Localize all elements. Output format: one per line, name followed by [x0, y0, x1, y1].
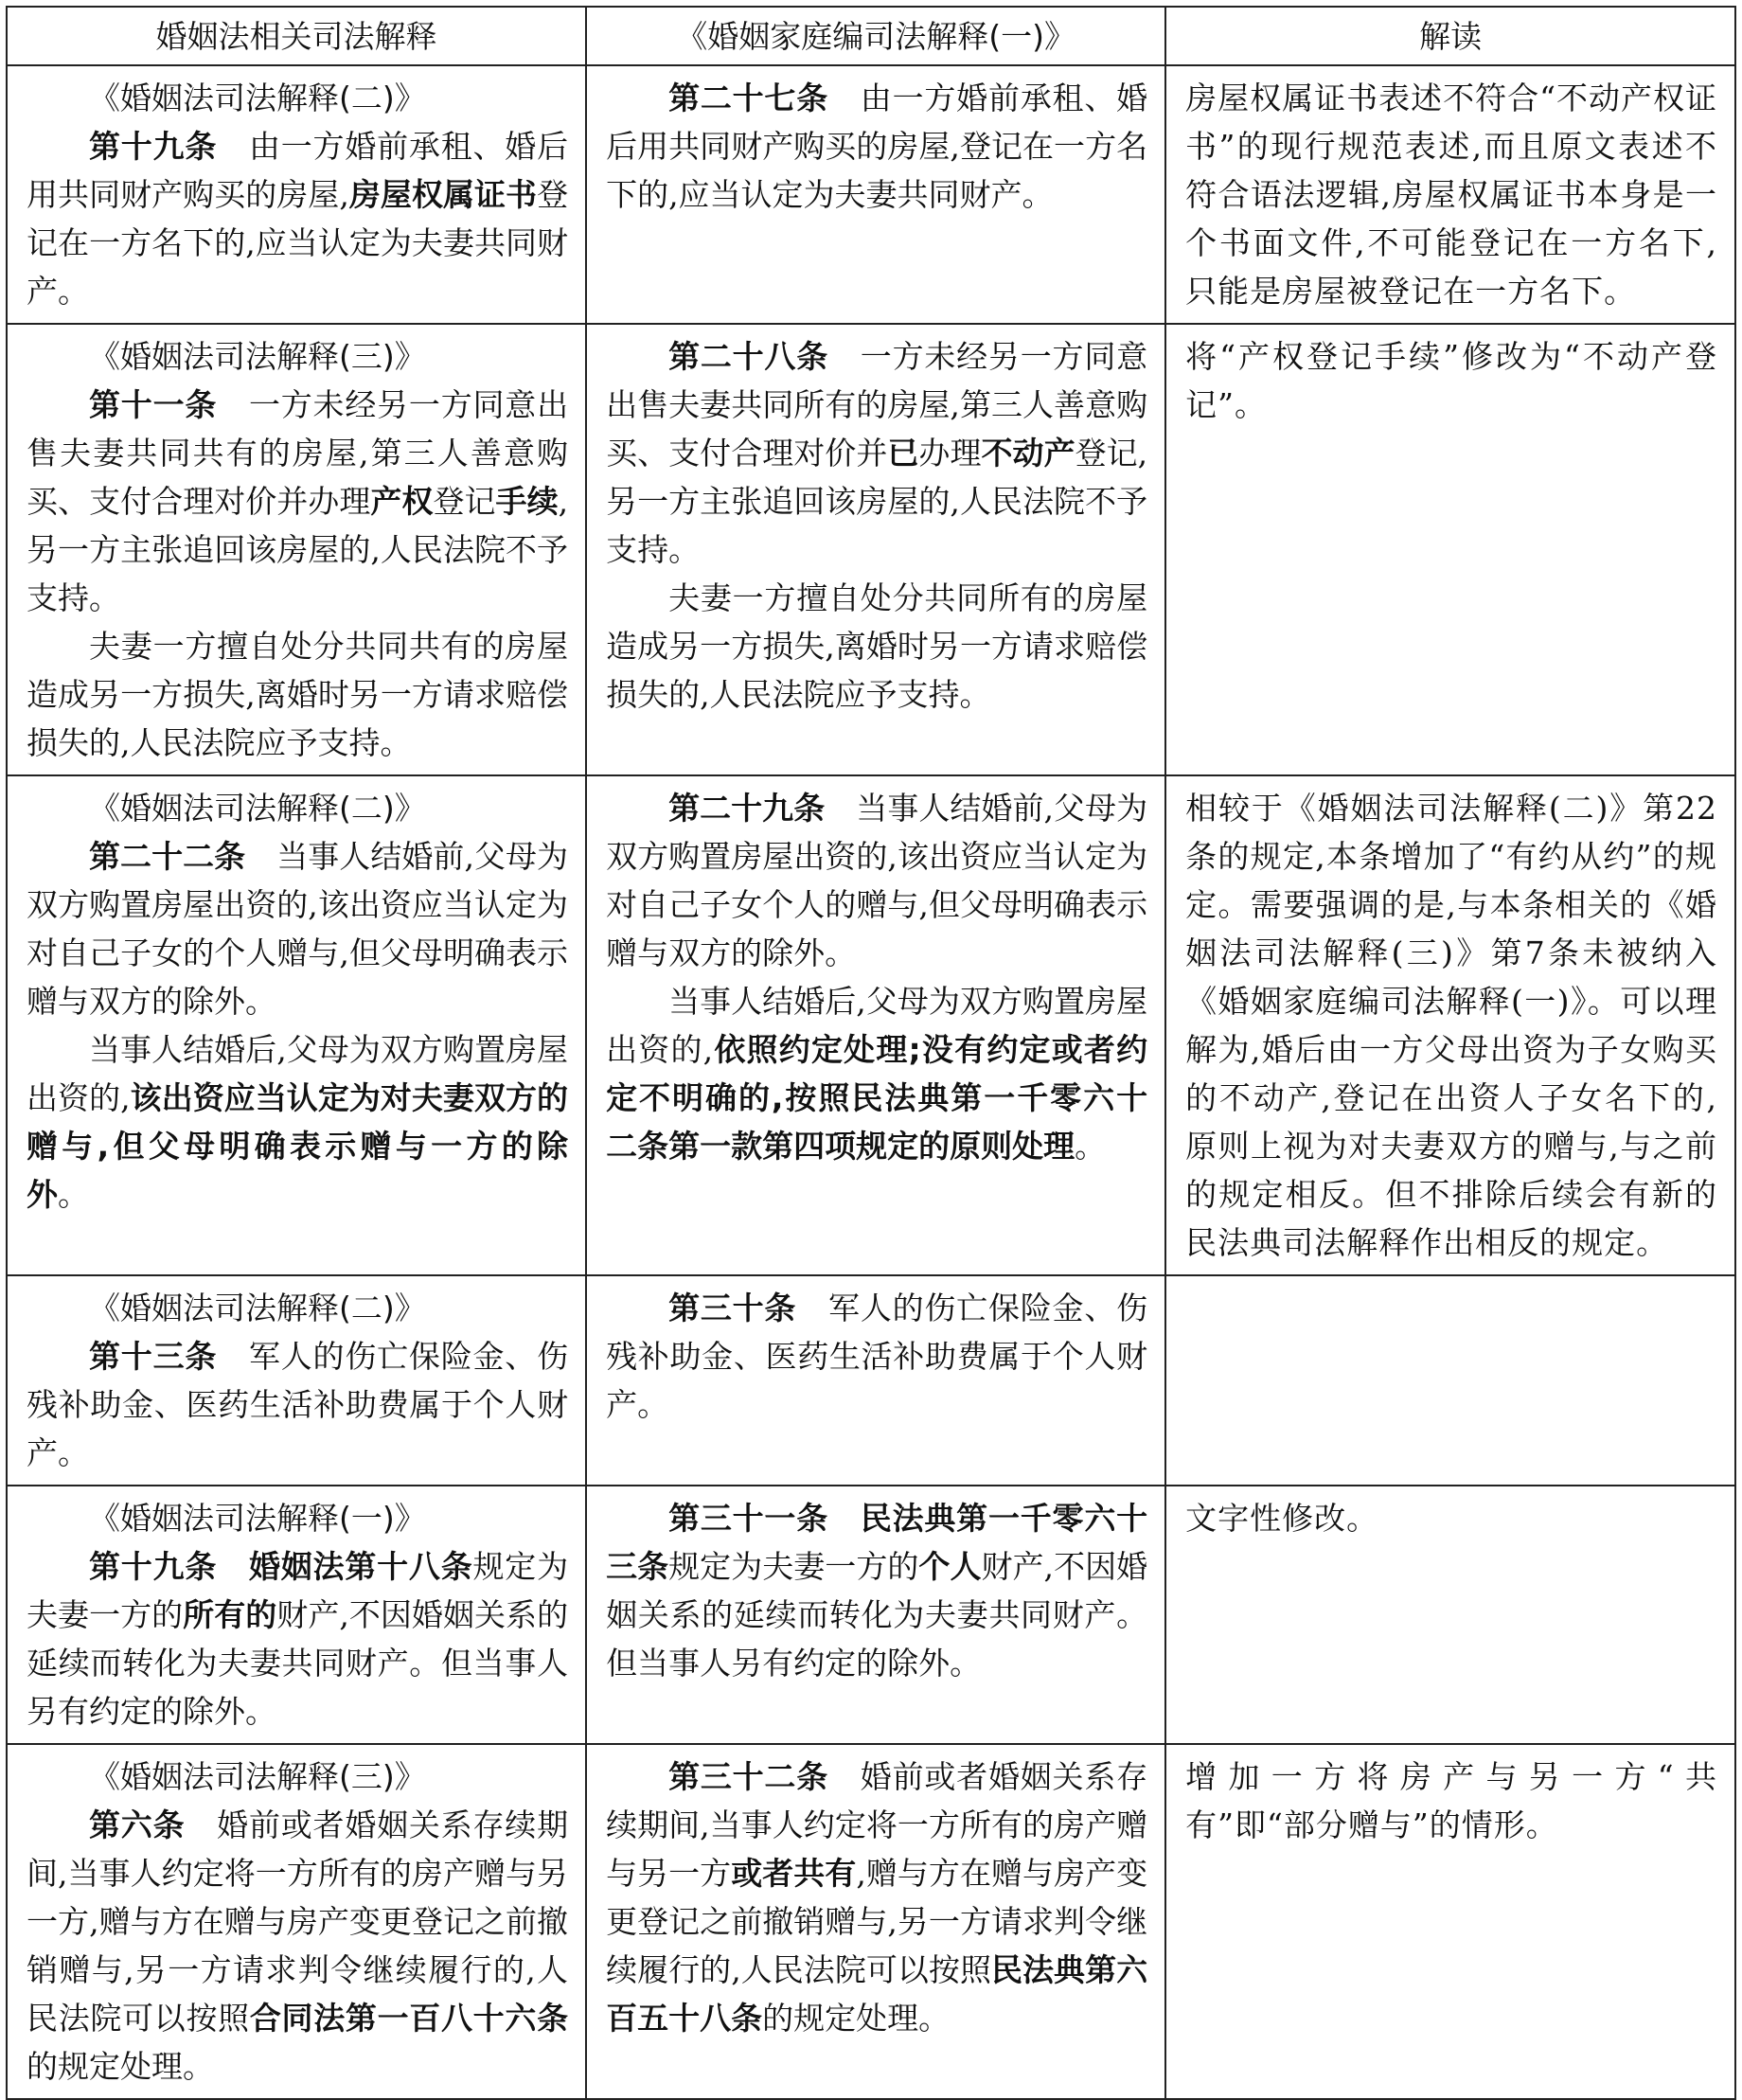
bold-text-segment: 第三十条 [668, 1290, 797, 1326]
table-row [7, 775, 1735, 1275]
bold-text-segment: 第十九条 [89, 128, 218, 165]
text-segment: 规定为夫妻一方的 [27, 1548, 569, 1633]
comparison-table [6, 6, 1736, 2100]
old-interpretation-cell [7, 1275, 586, 1486]
commentary-cell: 增加一方将房产与另一方“共有”即“部分赠与”的情形。 [1165, 1744, 1735, 2099]
text-segment [828, 1500, 861, 1537]
bold-text-segment: 不动产 [981, 435, 1075, 472]
text-segment: 夫妻一方擅自处分共同共有的房屋造成另一方损失,离婚时另一方请求赔偿损失的,人民法院应予支持。 [27, 628, 569, 761]
old-article-paragraph [27, 1332, 568, 1477]
new-article-paragraph [606, 784, 1147, 977]
commentary-cell: 文字性修改。 [1165, 1486, 1735, 1744]
source-title: 《婚姻法司法解释(三)》 [89, 338, 426, 375]
bold-text-segment: 第十三条 [89, 1338, 218, 1375]
header-old-interpretation: 婚姻法相关司法解释 [7, 7, 586, 65]
table-row [7, 1486, 1735, 1744]
header-commentary: 解读 [1165, 7, 1735, 65]
new-interpretation-cell [586, 65, 1165, 324]
old-interpretation-cell [7, 65, 586, 324]
source-title: 《婚姻法司法解释(一)》 [89, 1500, 426, 1537]
text-segment: 军人的伤亡保险金、伤残补助金、医药生活补助费属于个人财产。 [606, 1290, 1148, 1423]
commentary-cell: 相较于《婚姻法司法解释(二)》第22条的规定,本条增加了“有约从约”的规定。需要强调的是,与本条相关的《婚姻法司法解释(三)》第7条未被纳入《婚姻家庭编司法解释(一)》。可以理解为,婚后由一方父母出资为子女购买的不动产,登记在出资人子女名下的,原则上视为对夫妻双方的赠与,与之前的规定相反。但不排除后续会有新的民法典司法解释作出相反的规定。 [1165, 775, 1735, 1275]
text-segment: 财产,不因婚姻关系的延续而转化为夫妻共同财产。但当事人另有约定的除外。 [606, 1548, 1148, 1682]
text-segment: 军人的伤亡保险金、伤残补助金、医药生活补助费属于个人财产。 [27, 1338, 569, 1471]
bold-text-segment: 第二十八条 [668, 338, 829, 375]
commentary-cell: 房屋权属证书表述不符合“不动产权证书”的现行规范表述,而且原文表述不符合语法逻辑,房屋权属证书本身是一个书面文件,不可能登记在一方名下,只能是房屋被登记在一方名下。 [1165, 65, 1735, 324]
header-row [7, 7, 1735, 65]
old-article-paragraph [27, 622, 568, 767]
source-title: 《婚姻法司法解释(二)》 [89, 80, 426, 116]
bold-text-segment: 第三十二条 [668, 1758, 829, 1795]
table-row [7, 324, 1735, 775]
bold-text-segment: 或者共有 [731, 1855, 857, 1892]
new-article-paragraph [606, 1753, 1147, 2042]
text-segment: 一方未经另一方同意出售夫妻共同共有的房屋,第三人善意购买、支付合理对价并办理 [27, 386, 569, 520]
old-interpretation-cell [7, 775, 586, 1275]
source-title: 《婚姻法司法解释(三)》 [89, 1758, 426, 1795]
new-article-paragraph [606, 74, 1147, 219]
text-segment: 财产,不因婚姻关系的延续而转化为夫妻共同财产。但当事人另有约定的除外。 [27, 1596, 569, 1730]
new-interpretation-cell [586, 324, 1165, 775]
text-segment: ,另一方主张追回该房屋的,人民法院不予支持。 [27, 483, 569, 616]
text-segment [217, 1548, 249, 1585]
text-segment: 婚前或者婚姻关系存续期间,当事人约定将一方所有的房产赠与另一方 [606, 1758, 1148, 1892]
old-interpretation-cell [7, 324, 586, 775]
commentary-cell: 将“产权登记手续”修改为“不动产登记”。 [1165, 324, 1735, 775]
text-segment: 当事人结婚前,父母为双方购置房屋出资的,该出资应当认定为对自己子女的个人赠与,但父母明确表示赠与双方的除外。 [27, 838, 569, 1020]
old-article-paragraph [27, 1025, 568, 1219]
bold-text-segment: 所有的 [183, 1596, 277, 1633]
bold-text-segment: 产权 [370, 483, 434, 520]
bold-text-segment: 合同法第一百八十六条 [249, 2000, 569, 2037]
old-article-paragraph [27, 832, 568, 1025]
text-segment: 由一方婚前承租、婚后用共同财产购买的房屋,登记在一方名下的,应当认定为夫妻共同财产。 [606, 80, 1148, 213]
new-article-paragraph [606, 1284, 1147, 1429]
bold-text-segment: 该出资应当认定为对夫妻双方的赠与,但父母明确表示赠与一方的除外 [27, 1079, 569, 1213]
text-segment: 夫妻一方擅自处分共同所有的房屋造成另一方损失,离婚时另一方请求赔偿损失的,人民法院应予支持。 [606, 579, 1148, 713]
bold-text-segment: 手续 [495, 483, 559, 520]
header-new-interpretation: 《婚姻家庭编司法解释(一)》 [586, 7, 1165, 65]
old-interpretation-cell [7, 1486, 586, 1744]
text-segment: 当事人结婚前,父母为双方购置房屋出资的,该出资应当认定为对自己子女个人的赠与,但父母明确表示赠与双方的除外。 [606, 790, 1148, 971]
text-segment: ,赠与方在赠与房产变更登记之前撤销赠与,另一方请求判令继续履行的,人民法院可以按照 [606, 1855, 1148, 1988]
old-article-paragraph [27, 381, 568, 622]
old-article-paragraph [27, 1542, 568, 1735]
text-segment: 当事人结婚后,父母为双方购置房屋出资的, [606, 983, 1148, 1068]
new-article-paragraph [606, 574, 1147, 719]
bold-text-segment: 已 [887, 435, 919, 472]
new-interpretation-cell [586, 1744, 1165, 2099]
text-segment: 规定为夫妻一方的 [668, 1548, 919, 1585]
bold-text-segment: 民法典第六百五十八条 [606, 1951, 1148, 2037]
bold-text-segment: 个人 [918, 1548, 982, 1585]
text-segment: 办理 [918, 435, 982, 472]
bold-text-segment: 房屋权属证书 [348, 176, 538, 213]
text-segment: 。 [1075, 1128, 1107, 1165]
bold-text-segment: 婚姻法第十八条 [248, 1548, 473, 1585]
table-row [7, 1744, 1735, 2099]
commentary-cell [1165, 1275, 1735, 1486]
text-segment: 当事人结婚后,父母为双方购置房屋出资的, [27, 1031, 569, 1116]
new-article-paragraph [606, 977, 1147, 1170]
text-segment: 婚前或者婚姻关系存续期间,当事人约定将一方所有的房产赠与另一方,赠与方在赠与房产变更登记之前撤销赠与,另一方请求判令继续履行的,人民法院可以按照 [27, 1806, 569, 2037]
new-interpretation-cell [586, 775, 1165, 1275]
bold-text-segment: 第二十九条 [668, 790, 826, 827]
bold-text-segment: 依照约定处理;没有约定或者约定不明确的,按照民法典第一千零六十二条第一款第四项规定的原则处理 [606, 1031, 1148, 1165]
bold-text-segment: 第六条 [89, 1806, 186, 1843]
text-segment: 。 [58, 1176, 89, 1213]
new-interpretation-cell [586, 1275, 1165, 1486]
source-title: 《婚姻法司法解释(二)》 [89, 790, 426, 827]
source-title: 《婚姻法司法解释(二)》 [89, 1290, 426, 1326]
new-article-paragraph [606, 332, 1147, 574]
bold-text-segment: 第三十一条 [668, 1500, 829, 1537]
text-segment: 的规定处理。 [762, 2000, 951, 2037]
table-body [7, 65, 1735, 2099]
text-segment: 登记在一方名下的,应当认定为夫妻共同财产。 [27, 176, 569, 310]
new-interpretation-cell [586, 1486, 1165, 1744]
old-article-paragraph [27, 1801, 568, 2091]
table-row [7, 65, 1735, 324]
bold-text-segment: 第二十二条 [89, 838, 246, 875]
text-segment: 的规定处理。 [27, 2048, 214, 2085]
new-article-paragraph [606, 1494, 1147, 1687]
text-segment: 由一方婚前承租、婚后用共同财产购买的房屋, [27, 128, 569, 213]
table-row [7, 1275, 1735, 1486]
bold-text-segment: 民法典第一千零六十三条 [606, 1500, 1148, 1585]
text-segment: 一方未经另一方同意出售夫妻共同所有的房屋,第三人善意购买、支付合理对价并 [606, 338, 1148, 472]
bold-text-segment: 第十九条 [89, 1548, 218, 1585]
bold-text-segment: 第十一条 [89, 386, 218, 423]
old-interpretation-cell [7, 1744, 586, 2099]
text-segment: 登记 [433, 483, 496, 520]
old-article-paragraph [27, 122, 568, 315]
bold-text-segment: 第二十七条 [668, 80, 829, 116]
text-segment: 登记,另一方主张追回该房屋的,人民法院不予支持。 [606, 435, 1148, 568]
